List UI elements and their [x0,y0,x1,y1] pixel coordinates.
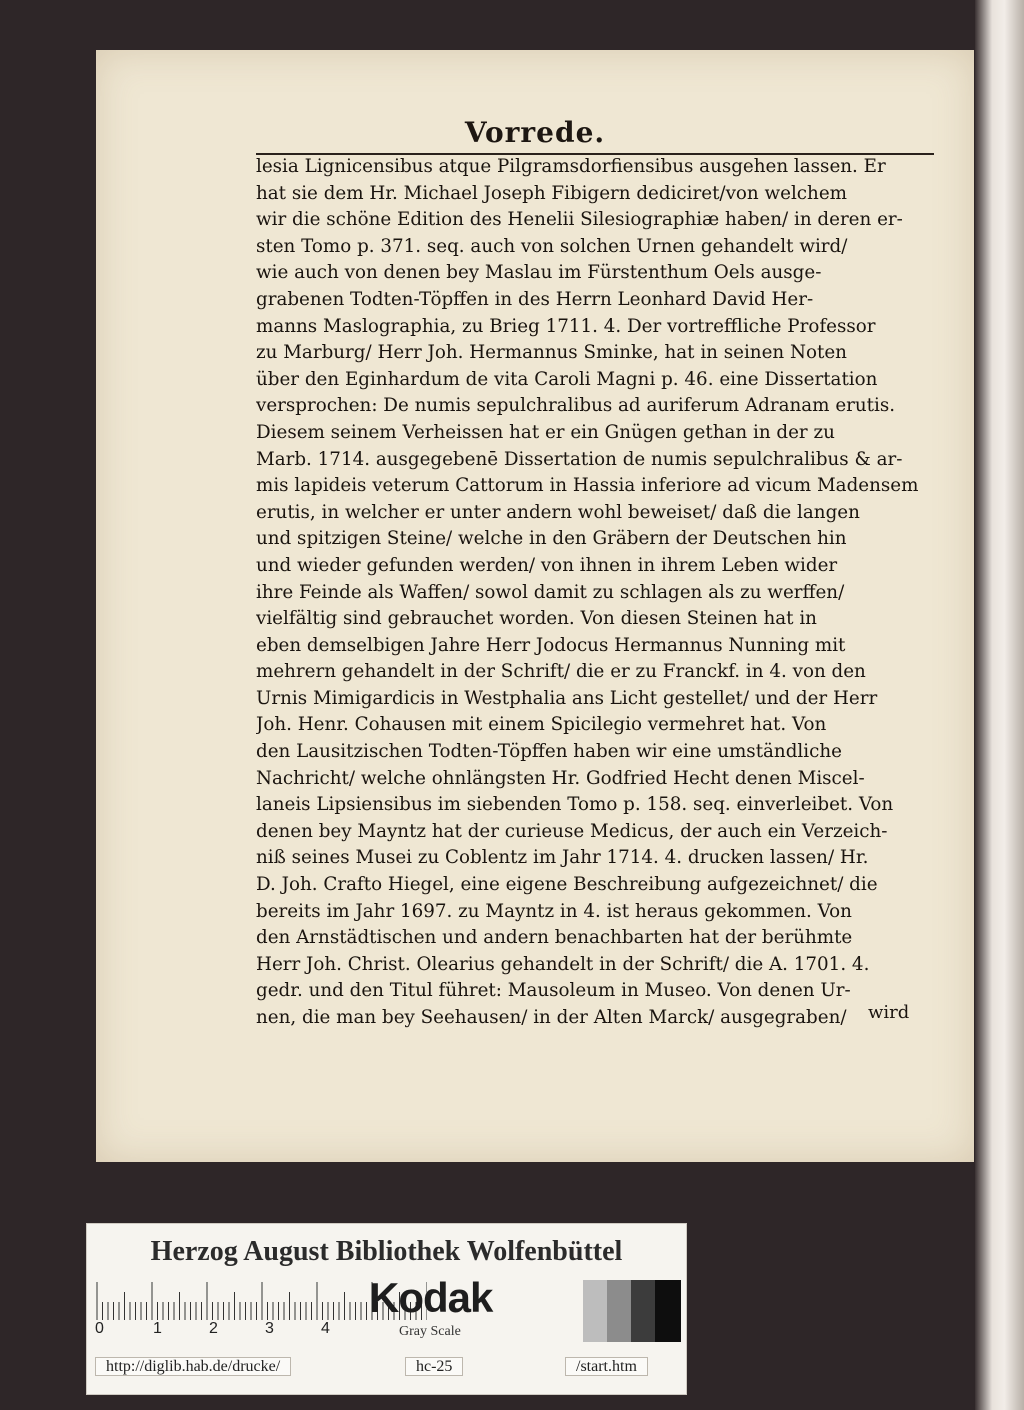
gray-swatch [655,1280,681,1342]
text-line: Joh. Henr. Cohausen mit einem Spicilegio vermehret hat. Von [256,714,827,736]
text-line: ihre Feinde als Waffen/ sowol damit zu schlagen als zu werffen/ [256,581,845,603]
library-title: Herzog August Bibliothek Wolfenbüttel [150,1236,623,1267]
library-target-card [86,1223,687,1395]
text-line: manns Maslographia, zu Brieg 1711. 4. Der vortreffliche Professor [256,315,876,337]
text-line: erutis, in welcher er unter andern wohl beweiset/ daß die langen [256,501,860,523]
url-end-box [565,1350,648,1384]
catchword: wird [868,1002,910,1023]
text-line: hat sie dem Hr. Michael Joseph Fibigern dediciret/von welchem [256,182,847,204]
binding-edge [975,0,1024,1410]
text-line: eben demselbigen Jahre Herr Jodocus Hermannus Nunning mit [256,634,846,656]
url-base-box [95,1350,291,1384]
url-base: http://diglib.hab.de/drucke/ [95,1357,291,1376]
text-line: Marb. 1714. ausgegebenē Dissertation de numis sepulchralibus & ar- [256,448,903,470]
text-line: zu Marburg/ Herr Joh. Hermannus Sminke, hat in seinen Noten [256,342,847,364]
text-line: versprochen: De numis sepulchralibus ad auriferum Adranam erutis. [256,395,896,417]
text-line: nen, die man bey Seehausen/ in der Alten Marck/ ausgegraben/ [256,1007,847,1028]
text-line: über den Eginhardum de vita Caroli Magni p. 46. eine Dissertation [256,368,878,390]
text-line: mis lapideis veterum Cattorum in Hassia inferiore ad vicum Madensem [256,475,919,497]
text-line: grabenen Todten-Töpffen in des Herrn Leonhard David Her- [256,288,814,310]
gray-scale-label: Gray Scale [399,1324,461,1339]
text-line: den Lausitzischen Todten-Töpffen haben wir eine umständliche [256,741,842,763]
text-line: laneis Lipsiensibus im siebenden Tomo p. 158. seq. einverleibet. Von [256,794,894,816]
text-line: Diesem seinem Verheissen hat er ein Gnügen gethan in der zu [256,421,835,443]
ruler-number: 3 [265,1320,274,1337]
gray-swatch [607,1280,631,1342]
book-page [96,50,974,1162]
text-line: Nachricht/ welche ohnlängsten Hr. Godfried Hecht denen Miscel- [256,767,865,789]
url-end: /start.htm [565,1357,648,1376]
ruler-number: 4 [321,1320,330,1337]
text-line: mehrern gehandelt in der Schrift/ die er zu Franckf. in 4. von den [256,661,866,683]
ruler-number: 0 [95,1320,104,1337]
gray-swatch [631,1280,655,1342]
text-line: wie auch von denen bey Maslau im Fürstenthum Oels ausge- [256,262,822,284]
text-line: und spitzigen Steine/ welche in den Gräbern der Deutschen hin [256,528,847,550]
ruler-numbers [95,1320,425,1342]
shelfmark-box [405,1350,463,1384]
kodak-logo: Kodak [369,1274,493,1321]
text-line: Urnis Mimigardicis in Westphalia ans Licht gestellet/ und der Herr [256,687,878,709]
text-line: vielfältig sind gebrauchet worden. Von diesen Steinen hat in [256,608,817,630]
text-line: D. Joh. Crafto Hiegel, eine eigene Beschreibung aufgezeichnet/ die [256,874,878,896]
body-text [256,154,936,1032]
text-line: denen bey Mayntz hat der curieuse Medicus, der auch ein Verzeich- [256,820,888,842]
text-line: den Arnstädtischen und andern benachbarten hat der berühmte [256,927,853,949]
text-line: und wieder gefunden werden/ von ihnen in ihrem Leben wider [256,554,838,576]
text-line: gedr. und den Titul führet: Mausoleum in Museo. Von denen Ur- [256,980,851,1002]
text-line: Herr Joh. Christ. Olearius gehandelt in der Schrift/ die A. 1701. 4. [256,953,870,975]
page-header: Vorrede. [464,116,606,149]
gray-scale-swatches [583,1280,681,1342]
text-line: bereits im Jahr 1697. zu Mayntz in 4. ist heraus gekommen. Von [256,900,852,922]
text-line: sten Tomo p. 371. seq. auch von solchen Urnen gehandelt wird/ [256,235,848,257]
text-line: wir die schöne Edition des Henelii Silesiographiæ haben/ in deren er- [256,209,903,231]
text-line: lesia Lignicensibus atque Pilgramsdorfiensibus ausgehen lassen. Er [256,156,886,177]
ruler-number: 1 [153,1320,162,1337]
ruler-number: 2 [209,1320,218,1337]
shelfmark: hc-25 [405,1357,463,1376]
gray-swatch [583,1280,607,1342]
text-line: niß seines Musei zu Coblentz im Jahr 1714. 4. drucken lassen/ Hr. [256,847,869,869]
